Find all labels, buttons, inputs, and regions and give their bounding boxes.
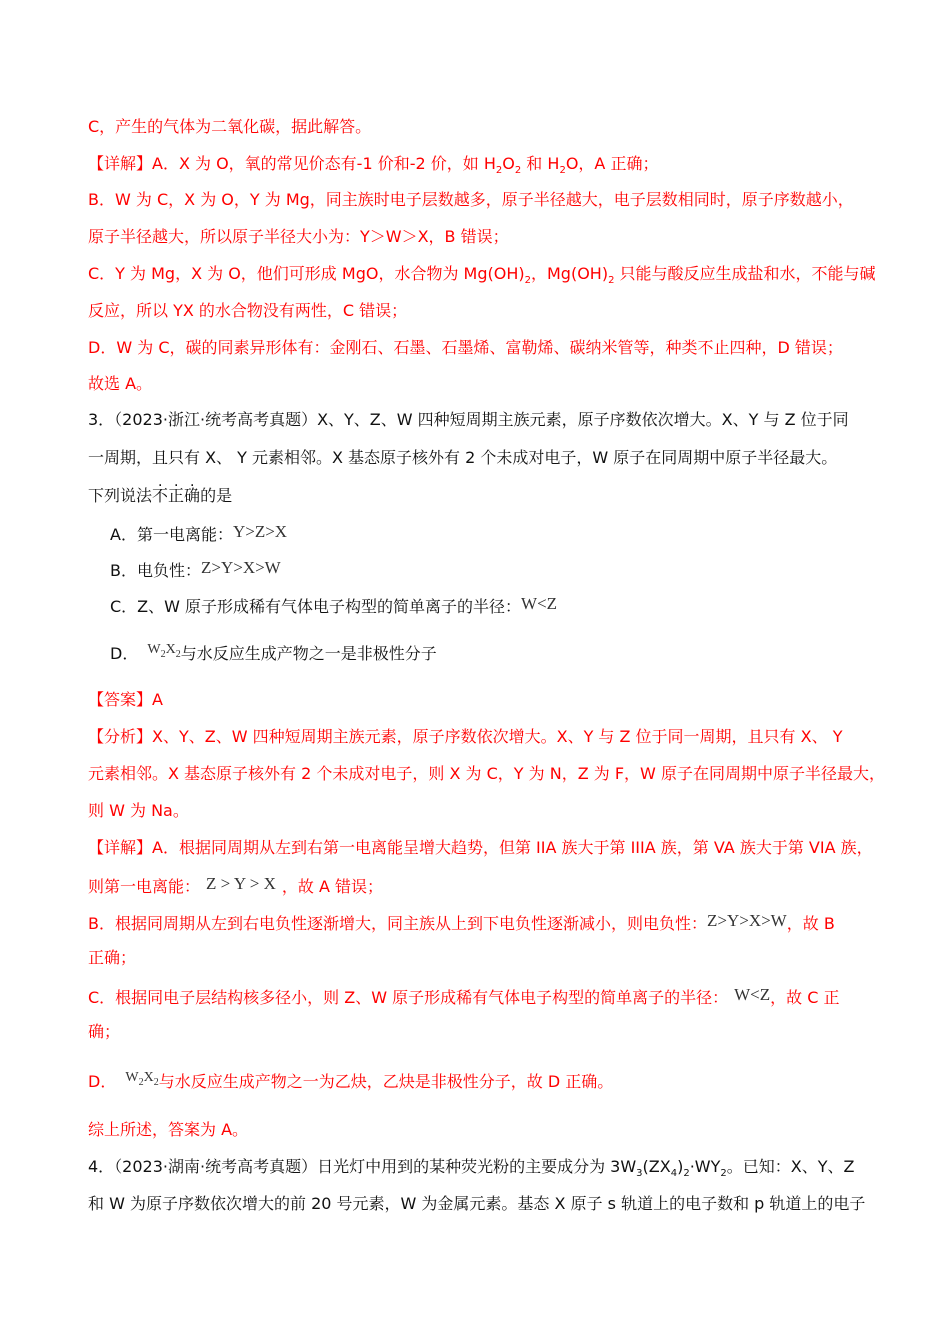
text-line: 反应，所以 YX 的水合物没有两性，C 错误； bbox=[88, 301, 408, 320]
emphasis-char: 正 bbox=[168, 486, 185, 505]
text-span: ，故 A 错误； bbox=[281, 877, 383, 896]
text-span: (ZX bbox=[642, 1157, 671, 1176]
text-span: D． bbox=[88, 1072, 117, 1091]
text-line: B．W 为 C，X 为 O，Y 为 Mg，同主族时电子层数越多，原子半径越大，电子层数相同时，原子序数越小， bbox=[88, 190, 854, 209]
analysis-text: 元素相邻。X 基态原子核外有 2 个未成对电子，则 X 为 C，Y 为 N，Z 为 F，W 原子在同周期中原子半径最大， bbox=[88, 764, 885, 783]
text-line: C，产生的气体为二氧化碳，据此解答。 bbox=[88, 117, 372, 136]
text-span: C．Y 为 Mg，X 为 O，他们可形成 MgO，水合物为 Mg(OH) bbox=[88, 264, 525, 283]
answer: 【答案】A bbox=[88, 690, 163, 709]
math-expression bbox=[125, 1070, 159, 1088]
option-b[interactable] bbox=[110, 558, 281, 581]
text-span: ) bbox=[677, 1157, 684, 1176]
detail-text bbox=[88, 874, 383, 897]
subscript: 2 bbox=[160, 648, 166, 660]
math-symbol: X bbox=[143, 1070, 154, 1085]
subscript: 2 bbox=[524, 275, 531, 287]
analysis-text: 则 W 为 Na。 bbox=[88, 801, 189, 820]
text-span: 。已知：X、Y、Z bbox=[726, 1157, 855, 1176]
subscript: 2 bbox=[683, 1168, 690, 1180]
detail-text: 正确； bbox=[88, 948, 137, 967]
math-expression: Y>Z>X bbox=[232, 522, 288, 541]
text-span: ，故 C 正 bbox=[770, 988, 840, 1007]
option-c[interactable] bbox=[110, 594, 557, 617]
text-span: ·WY bbox=[689, 1157, 721, 1176]
text-line: 故选 A。 bbox=[88, 374, 153, 393]
math-symbol: X bbox=[165, 642, 176, 657]
text-span: 则第一电离能： bbox=[88, 877, 201, 896]
option-label: A．第一电离能： bbox=[110, 525, 233, 544]
detail-text: 【详解】A．根据同周期从左到右第一电离能呈增大趋势，但第 IIA 族大于第 IIIA 族，第 VA 族大于第 VIA 族， bbox=[88, 838, 873, 857]
detail-text bbox=[88, 985, 840, 1008]
question-3-text: 3．（2023·浙江·统考高考真题）X、Y、Z、W 四种短周期主族元素，原子序数依次增大。X、Y 与 Z 位于同 bbox=[88, 410, 849, 429]
math-expression: Z > Y > X bbox=[206, 874, 276, 893]
text-span: O，A 正确； bbox=[565, 154, 659, 173]
detail-text bbox=[88, 911, 835, 934]
subscript: 4 bbox=[670, 1168, 678, 1180]
text-span: 下列说法 bbox=[88, 486, 153, 505]
subscript: 3 bbox=[636, 1168, 643, 1180]
detail-text bbox=[88, 1068, 613, 1093]
math-expression: W<Z bbox=[521, 594, 558, 613]
text-span: ，故 B bbox=[786, 914, 835, 933]
text-span: C．根据同电子层结构核多径小，则 Z、W 原子形成稀有气体电子构型的简单离子的半径： bbox=[88, 988, 729, 1007]
detail-text: 确； bbox=[88, 1022, 121, 1041]
emphasis-char: 确 bbox=[184, 486, 201, 505]
option-label: D． bbox=[110, 644, 139, 663]
text-span: 的是 bbox=[200, 486, 233, 505]
question-4-text bbox=[88, 1157, 854, 1184]
option-a[interactable] bbox=[110, 522, 287, 545]
math-expression: Z>Y>X>W bbox=[200, 558, 281, 577]
subscript: 2 bbox=[608, 275, 615, 287]
text-span: O bbox=[502, 154, 515, 173]
option-label: C．Z、W 原子形成稀有气体电子构型的简单离子的半径： bbox=[110, 597, 522, 616]
text-line bbox=[88, 264, 876, 291]
emphasis-char: 不 bbox=[152, 486, 169, 505]
question-4-text: 和 W 为原子序数依次增大的前 20 号元素，W 为金属元素。基态 X 原子 s 轨道上的电子数和 p 轨道上的电子 bbox=[88, 1194, 866, 1213]
option-d[interactable] bbox=[110, 640, 437, 665]
subscript: 2 bbox=[495, 165, 503, 177]
math-expression bbox=[147, 642, 181, 660]
subscript: 2 bbox=[138, 1076, 144, 1088]
text-span: 与水反应生成产物之一为乙炔，乙炔是非极性分子，故 D 正确。 bbox=[158, 1072, 614, 1091]
subscript: 2 bbox=[720, 1168, 727, 1180]
text-line: D．W 为 C，碳的同素异形体有：金刚石、石墨、石墨烯、富勒烯、碳纳米管等，种类不止四种，D 错误； bbox=[88, 338, 843, 357]
option-label: B．电负性： bbox=[110, 561, 201, 580]
summary-text: 综上所述，答案为 A。 bbox=[88, 1120, 249, 1139]
option-text: 与水反应生成产物之一是非极性分子 bbox=[180, 644, 437, 663]
text-line: 原子半径越大，所以原子半径大小为：Y＞W＞X，B 错误； bbox=[88, 227, 509, 246]
text-span: 4．（2023·湖南·统考高考真题）日光灯中用到的某种荧光粉的主要成分为 3W bbox=[88, 1157, 637, 1176]
text-span: 只能与酸反应生成盐和水，不能与碱 bbox=[614, 264, 876, 283]
text-span: ，Mg(OH) bbox=[530, 264, 609, 283]
question-3-text: 一周期，且只有 X、 Y 元素相邻。X 基态原子核外有 2 个未成对电子，W 原子在同周期中原子半径最大。 bbox=[88, 448, 838, 467]
subscript: 2 bbox=[559, 165, 566, 177]
math-expression: Z>Y>X>W bbox=[706, 911, 787, 930]
text-span: B．根据同周期从左到右电负性逐渐增大，同主族从上到下电负性逐渐减小，则电负性： bbox=[88, 914, 707, 933]
math-expression: W<Z bbox=[734, 985, 771, 1004]
text-span: 【详解】A．X 为 O，氧的常见价态有-1 价和-2 价，如 H bbox=[88, 154, 496, 173]
subscript: 2 bbox=[175, 648, 181, 660]
question-3-text bbox=[88, 486, 232, 506]
text-line bbox=[88, 154, 658, 181]
text-span: 和 H bbox=[521, 154, 560, 173]
math-symbol: W bbox=[125, 1070, 139, 1085]
subscript: 2 bbox=[514, 165, 522, 177]
analysis-text: 【分析】X、Y、Z、W 四种短周期主族元素，原子序数依次增大。X、Y 与 Z 位于同一周期，且只有 X、 Y bbox=[88, 727, 843, 746]
math-symbol: W bbox=[147, 642, 161, 657]
subscript: 2 bbox=[153, 1076, 159, 1088]
